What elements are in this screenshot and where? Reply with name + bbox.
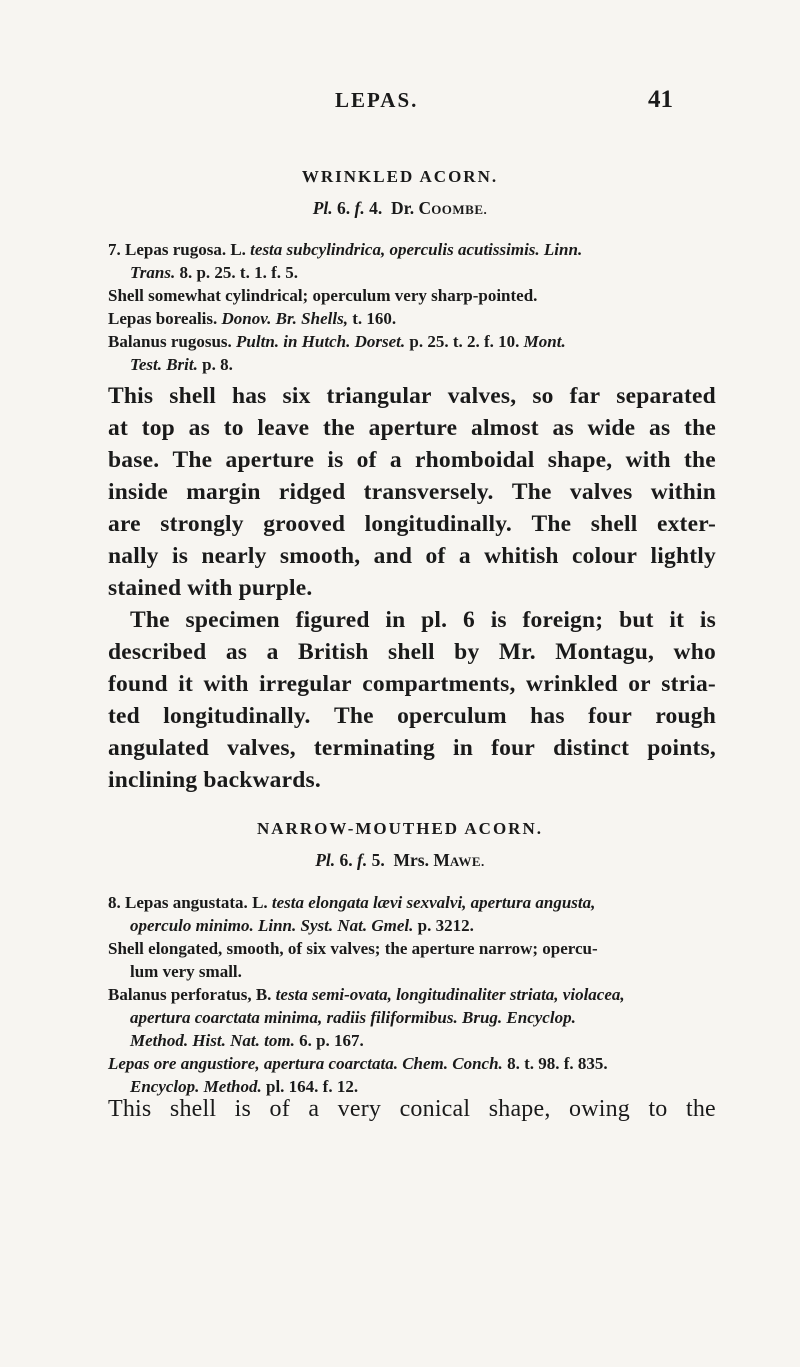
word: transversely. bbox=[363, 479, 494, 505]
synonymy-line: operculo minimo. Linn. Syst. Nat. Gmel. p. 3212. bbox=[130, 916, 474, 935]
word: shell bbox=[169, 383, 216, 409]
text-line bbox=[108, 1093, 716, 1125]
section-title: NARROW-MOUTHED ACORN. bbox=[257, 819, 543, 838]
text-line bbox=[108, 732, 716, 764]
text-line bbox=[108, 412, 716, 444]
word: leave bbox=[257, 415, 310, 441]
word: stria- bbox=[661, 671, 716, 697]
word: inside bbox=[108, 479, 168, 505]
word: as bbox=[649, 415, 671, 441]
word: figured bbox=[295, 607, 370, 633]
synonymy-line: 8. Lepas angustata. L. testa elongata lævi sexvalvi, apertura angusta, bbox=[108, 893, 596, 912]
word: separated bbox=[616, 383, 716, 409]
word: is bbox=[171, 543, 189, 569]
word: longitudinally. bbox=[364, 511, 512, 537]
word: aperture bbox=[368, 415, 458, 441]
text-line: stained with purple. bbox=[108, 575, 313, 601]
plate-reference bbox=[0, 850, 800, 871]
word: This bbox=[108, 383, 154, 409]
word: longitudinally. bbox=[163, 703, 311, 729]
figure-number: 5. bbox=[371, 850, 385, 870]
word: of bbox=[425, 543, 446, 569]
word: six bbox=[282, 383, 311, 409]
synonymy-line: Lepas borealis. Donov. Br. Shells, t. 160. bbox=[108, 309, 397, 328]
word: The bbox=[511, 479, 552, 505]
word: within bbox=[650, 479, 716, 505]
word: grooved bbox=[263, 511, 346, 537]
synonymy-block bbox=[108, 238, 708, 376]
running-head bbox=[0, 88, 800, 118]
word: ted bbox=[108, 703, 140, 729]
word: exter- bbox=[656, 511, 716, 537]
word: the bbox=[323, 415, 355, 441]
text-line bbox=[108, 444, 716, 476]
synonymy-line: Test. Brit. p. 8. bbox=[130, 355, 233, 374]
author-title: Mrs. bbox=[393, 850, 429, 870]
plate-number: 6. bbox=[337, 198, 351, 218]
synonymy-line: Balanus rugosus. Pultn. in Hutch. Dorset. p. 25. t. 2. f. 10. Mont. bbox=[108, 332, 566, 351]
word: The bbox=[172, 447, 213, 473]
word: operculum bbox=[397, 703, 507, 729]
word: specimen bbox=[185, 607, 280, 633]
word: is bbox=[699, 607, 716, 633]
text-line bbox=[108, 668, 716, 700]
text-line bbox=[130, 604, 716, 636]
word: as bbox=[188, 415, 210, 441]
word: a bbox=[458, 543, 471, 569]
word: valves, bbox=[447, 383, 517, 409]
word: colour bbox=[572, 543, 638, 569]
synonymy-line: 7. Lepas rugosa. L. testa subcylindrica, operculis acutissimis. Linn. bbox=[108, 240, 583, 259]
word: a bbox=[266, 639, 279, 665]
text-line bbox=[108, 540, 716, 572]
description-paragraph bbox=[108, 380, 716, 796]
word: described bbox=[108, 639, 207, 665]
text-line bbox=[108, 508, 716, 540]
word: by bbox=[454, 639, 480, 665]
word: of bbox=[269, 1096, 290, 1122]
word: are bbox=[108, 511, 141, 537]
word: margin bbox=[186, 479, 261, 505]
word: shape, bbox=[547, 447, 613, 473]
author-title: Dr. bbox=[390, 198, 415, 218]
word: it bbox=[669, 607, 685, 633]
running-title: LEPAS. bbox=[335, 88, 419, 112]
word: lightly bbox=[650, 543, 716, 569]
word: is bbox=[234, 1096, 252, 1122]
synonymy-line: apertura coarctata minima, radiis filiformibus. Brug. Encyclop. bbox=[130, 1008, 576, 1027]
word: foreign; bbox=[522, 607, 604, 633]
word: rough bbox=[655, 703, 716, 729]
word: wide bbox=[587, 415, 636, 441]
word: to bbox=[223, 415, 244, 441]
word: British bbox=[297, 639, 369, 665]
word: of bbox=[356, 447, 377, 473]
plate-abbr: Pl. bbox=[315, 850, 336, 870]
word: a bbox=[308, 1096, 320, 1122]
word: the bbox=[684, 415, 716, 441]
word: irregular bbox=[259, 671, 352, 697]
word: who bbox=[673, 639, 716, 665]
word: in bbox=[453, 735, 474, 761]
word: triangular bbox=[326, 383, 432, 409]
word: is bbox=[327, 447, 344, 473]
section-title: WRINKLED ACORN. bbox=[301, 167, 499, 186]
word: compartments, bbox=[362, 671, 516, 697]
word: four bbox=[491, 735, 536, 761]
word: almost bbox=[471, 415, 539, 441]
word: shape, bbox=[488, 1096, 551, 1122]
word: The bbox=[130, 607, 170, 633]
word: very bbox=[337, 1096, 382, 1122]
word: as bbox=[225, 639, 248, 665]
word: pl. bbox=[421, 607, 448, 633]
word: so bbox=[532, 383, 554, 409]
page-number: 41 bbox=[648, 86, 673, 113]
figure-abbr: f. bbox=[354, 198, 365, 218]
author-name: COOMBE. bbox=[418, 198, 488, 218]
word: The bbox=[531, 511, 572, 537]
plate-number: 6. bbox=[339, 850, 353, 870]
text-line: inclining backwards. bbox=[108, 767, 321, 793]
word: valves, bbox=[227, 735, 296, 761]
word: is bbox=[490, 607, 507, 633]
synonymy-line: Trans. 8. p. 25. t. 1. f. 5. bbox=[130, 263, 298, 282]
word: it bbox=[178, 671, 193, 697]
word: the bbox=[685, 1096, 716, 1122]
word: terminating bbox=[313, 735, 435, 761]
word: shell bbox=[590, 511, 638, 537]
word: the bbox=[683, 447, 716, 473]
word: points, bbox=[647, 735, 716, 761]
word: strongly bbox=[160, 511, 244, 537]
word: This bbox=[108, 1096, 152, 1122]
word: as bbox=[552, 415, 574, 441]
text-line bbox=[108, 700, 716, 732]
word: shell bbox=[388, 639, 435, 665]
word: rhomboidal bbox=[415, 447, 535, 473]
word: far bbox=[569, 383, 601, 409]
word: distinct bbox=[553, 735, 630, 761]
synonymy-line: lum very small. bbox=[130, 962, 242, 981]
word: to bbox=[648, 1096, 668, 1122]
word: shell bbox=[169, 1096, 217, 1122]
word: but bbox=[619, 607, 654, 633]
word: with bbox=[203, 671, 249, 697]
word: in bbox=[385, 607, 406, 633]
word: nally bbox=[108, 543, 159, 569]
text-line bbox=[108, 476, 716, 508]
synonymy-block bbox=[108, 891, 708, 1098]
word: angulated bbox=[108, 735, 210, 761]
word: nearly bbox=[201, 543, 267, 569]
word: owing bbox=[569, 1096, 630, 1122]
word: conical bbox=[399, 1096, 471, 1122]
word: at bbox=[108, 415, 128, 441]
word: wrinkled bbox=[526, 671, 618, 697]
plate-abbr: Pl. bbox=[312, 198, 333, 218]
word: found bbox=[108, 671, 168, 697]
word: has bbox=[530, 703, 565, 729]
word: top bbox=[141, 415, 175, 441]
word: or bbox=[628, 671, 651, 697]
word: 6 bbox=[462, 607, 475, 633]
word: has bbox=[231, 383, 267, 409]
author-name: MAWE. bbox=[433, 850, 485, 870]
description-paragraph bbox=[108, 1093, 716, 1125]
word: aperture bbox=[225, 447, 315, 473]
word: base. bbox=[108, 447, 160, 473]
plate-reference bbox=[0, 198, 800, 219]
text-line bbox=[108, 636, 716, 668]
word: Montagu, bbox=[555, 639, 655, 665]
word: with bbox=[625, 447, 671, 473]
synonymy-line: Method. Hist. Nat. tom. 6. p. 167. bbox=[130, 1031, 364, 1050]
synonymy-line: Encyclop. Method. pl. 164. f. 12. bbox=[130, 1077, 359, 1096]
synonymy-line: Lepas ore angustiore, apertura coarctata. Chem. Conch. 8. t. 98. f. 835. bbox=[108, 1054, 608, 1073]
synonymy-line: Shell elongated, smooth, of six valves; the aperture narrow; opercu- bbox=[108, 939, 598, 958]
figure-abbr: f. bbox=[357, 850, 368, 870]
word: valves bbox=[569, 479, 633, 505]
word: and bbox=[373, 543, 413, 569]
synonymy-line: Shell somewhat cylindrical; operculum very sharp-pointed. bbox=[108, 286, 538, 305]
word: The bbox=[333, 703, 374, 729]
word: smooth, bbox=[279, 543, 361, 569]
word: ridged bbox=[278, 479, 346, 505]
word: a bbox=[389, 447, 402, 473]
word: whitish bbox=[484, 543, 559, 569]
figure-number: 4. bbox=[369, 198, 383, 218]
word: Mr. bbox=[498, 639, 536, 665]
word: four bbox=[588, 703, 632, 729]
text-line bbox=[108, 380, 716, 412]
synonymy-line: Balanus perforatus, B. testa semi-ovata, longitudinaliter striata, violacea, bbox=[108, 985, 625, 1004]
